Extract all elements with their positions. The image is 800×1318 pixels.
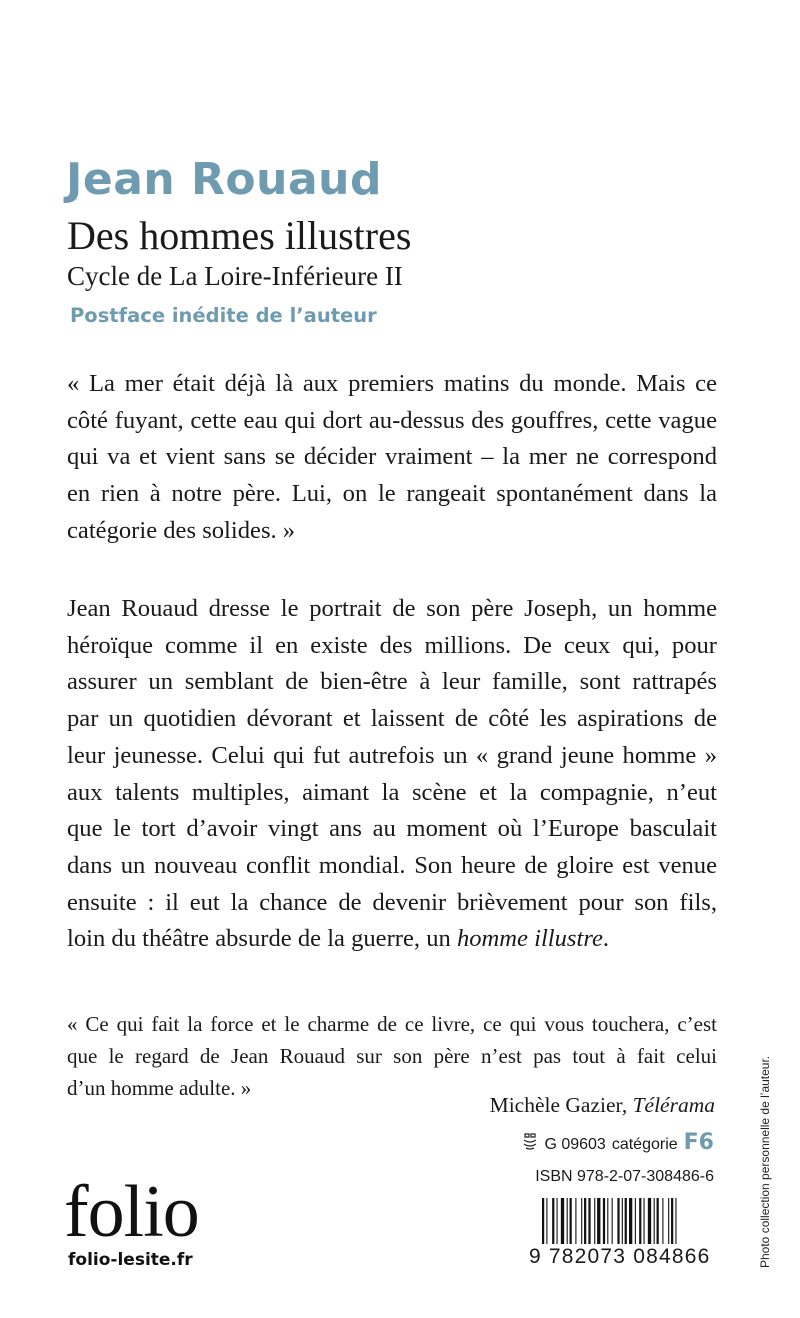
quote-line: en rien à notre père. Lui, on le rangeait spontanément dans la [67,480,717,508]
description-italic: homme illustre [456,925,603,953]
quote-line: côté fuyant, cette eau qui dort au-dessus des gouffres, cette vague [67,406,717,434]
description-line: par un quotidien dévorant et laissent de côté les aspirations de [67,705,717,733]
review-attribution [490,1089,715,1121]
quote-line: catégorie des solides. » [67,516,296,544]
description-end: . [602,925,610,953]
postface-note: Postface inédite de l’auteur [70,304,377,327]
barcode-digits: 9 782073 084866 [527,1244,719,1270]
catalog-code: G 09603 [544,1136,606,1153]
book-subtitle: Cycle de La Loire-Inférieure II [67,261,403,291]
description-last-line [67,921,717,958]
folio-logo: folio [64,1171,199,1253]
description-line: héroïque comme il en existe des millions. De ceux qui, pour [67,631,717,659]
description-line: leur jeunesse. Celui qui fut autrefois un « grand jeune homme » [67,741,717,769]
description-line: que le tort d’avoir vingt ans au moment où l’Europe basculait [67,815,717,843]
quote-line: qui va et vient sans se décider vraiment – la mer ne correspond [67,443,717,471]
description-line: aux talents multiples, aimant la scène et la compagnie, n’eut [67,778,717,806]
excerpt-quote [67,366,717,550]
review-line: « Ce qui fait la force et le charme de ce livre, ce qui vous touchera, c’est [67,1012,717,1036]
catalog-info [522,1131,714,1156]
review-line: que le regard de Jean Rouaud sur son père n’est pas tout à fait celui [67,1044,717,1068]
quote-line: « La mer était déjà là aux premiers matins du monde. Mais ce [67,370,717,397]
category-code: F6 [683,1130,714,1155]
author-name: Jean Rouaud [66,154,382,205]
catalog-label: catégorie [611,1136,678,1153]
description-line: dans un nouveau conflit mondial. Son heure de gloire est venue [67,851,717,879]
book-description [67,591,717,958]
review-line: d’un homme adulte. » [67,1076,252,1100]
critic-publication: Télérama [632,1093,715,1117]
publisher-website: folio-lesite.fr [68,1250,193,1270]
book-title: Des hommes illustres [67,213,412,258]
isbn: ISBN 978-2-07-308486-6 [535,1168,714,1185]
photo-credit: Photo collection personnelle de l’auteur. [758,1055,772,1268]
description-text: loin du théâtre absurde de la guerre, un [67,925,457,953]
description-line: assurer un semblant de bien-être à leur famille, sont rattrapés [67,668,717,696]
folio-mini-icon [522,1133,538,1151]
description-line: ensuite : il eut la chance de devenir brièvement pour son fils, [67,888,717,916]
description-line: Jean Rouaud dresse le portrait de son père Joseph, un homme [67,595,717,622]
critic-name: Michèle Gazier, [489,1093,633,1117]
